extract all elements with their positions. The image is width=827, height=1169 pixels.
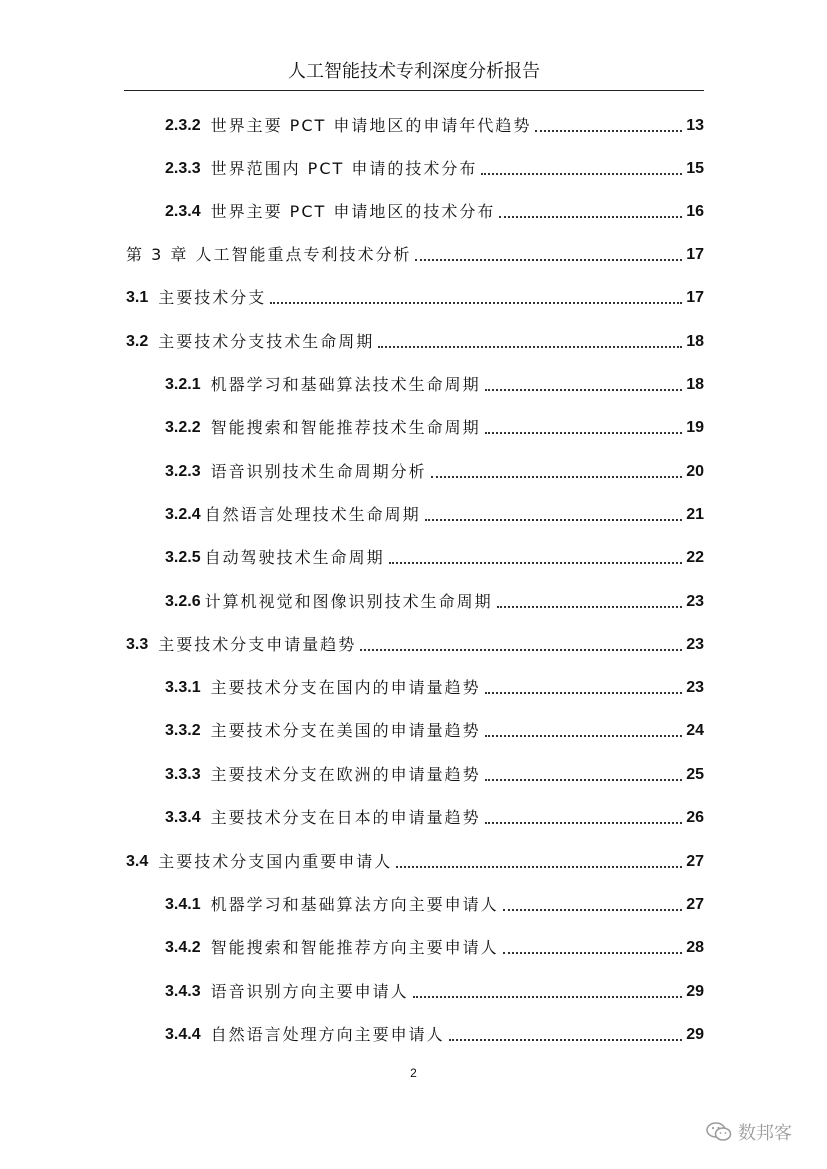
toc-dot-leader	[499, 216, 682, 218]
toc-entry-number: 3.3	[126, 636, 149, 653]
toc-dot-leader	[503, 952, 683, 954]
toc-entry-title: 世界主要 PCT 申请地区的申请年代趋势	[210, 116, 532, 135]
toc-dot-leader	[360, 649, 682, 651]
toc-entry-title: 自然语言处理方向主要申请人	[210, 1025, 445, 1044]
toc-entry-title: 主要技术分支在日本的申请量趋势	[210, 808, 481, 827]
toc-entry-3-3-1[interactable]	[165, 674, 704, 698]
toc-entry-3-4-1[interactable]	[165, 891, 704, 915]
toc-entry-title: 自然语言处理技术生命周期	[204, 505, 421, 524]
toc-entry-title: 主要技术分支在欧洲的申请量趋势	[210, 765, 481, 784]
watermark-text: 数邦客	[738, 1123, 792, 1144]
toc-entry-title: 语音识别方向主要申请人	[210, 982, 409, 1001]
toc-dot-leader	[485, 692, 683, 694]
toc-dot-leader	[449, 1039, 683, 1041]
toc-entry-number: 3.2.3	[165, 463, 201, 480]
toc-dot-leader	[535, 130, 682, 132]
toc-dot-leader	[425, 519, 683, 521]
toc-dot-leader	[415, 259, 682, 261]
toc-entry-page: 23	[686, 679, 704, 696]
toc-entry-title: 计算机视觉和图像识别技术生命周期	[204, 592, 493, 611]
toc-dot-leader	[378, 346, 682, 348]
toc-entry-title: 智能搜索和智能推荐技术生命周期	[210, 418, 481, 437]
toc-entry-2-3-4[interactable]	[165, 198, 704, 222]
toc-entry-page: 24	[686, 722, 704, 739]
toc-entry-3-2-6[interactable]	[165, 588, 704, 612]
toc-entry-title: 自动驾驶技术生命周期	[204, 548, 385, 567]
toc-entry-page: 21	[686, 506, 704, 523]
toc-entry-title: 主要技术分支在美国的申请量趋势	[210, 721, 481, 740]
toc-entry-2-3-2[interactable]	[165, 112, 704, 136]
toc-entry-page: 15	[686, 160, 704, 177]
toc-entry-title: 机器学习和基础算法方向主要申请人	[210, 895, 499, 914]
toc-entry-page: 17	[686, 246, 704, 263]
header-divider	[124, 90, 704, 91]
toc-dot-leader	[485, 389, 683, 391]
toc-entry-number: 3.3.4	[165, 809, 201, 826]
toc-entry-page: 26	[686, 809, 704, 826]
toc-entry-page: 23	[686, 636, 704, 653]
watermark	[706, 1119, 792, 1145]
toc-entry-title: 机器学习和基础算法技术生命周期	[210, 375, 481, 394]
toc-entry-title: 主要技术分支国内重要申请人	[158, 852, 393, 871]
toc-entry-3-2-3[interactable]	[165, 458, 704, 482]
toc-entry-page: 23	[686, 593, 704, 610]
toc-entry-page: 18	[686, 376, 704, 393]
toc-dot-leader	[431, 476, 683, 478]
toc-dot-leader	[481, 173, 682, 175]
toc-entry-3-2-4[interactable]	[165, 501, 704, 525]
toc-entry-3-1[interactable]	[126, 284, 704, 308]
toc-entry-number: 3.4.1	[165, 896, 201, 913]
toc-entry-page: 25	[686, 766, 704, 783]
toc-entry-2-3-3[interactable]	[165, 155, 704, 179]
page-number: 2	[410, 1066, 417, 1080]
toc-entry-page: 20	[686, 463, 704, 480]
toc-entry-page: 27	[686, 896, 704, 913]
toc-dot-leader	[396, 866, 682, 868]
toc-entry-number: 3.2.4	[165, 506, 201, 523]
toc-entry-title: 世界范围内 PCT 申请的技术分布	[210, 159, 478, 178]
toc-entry-3-2-1[interactable]	[165, 371, 704, 395]
toc-entry-number: 3.2.5	[165, 549, 201, 566]
toc-entry-3-3-2[interactable]	[165, 717, 704, 741]
toc-entry-number: 3.2.6	[165, 593, 201, 610]
toc-entry-page: 29	[686, 983, 704, 1000]
toc-entry-page: 22	[686, 549, 704, 566]
toc-entry-3-4-3[interactable]	[165, 978, 704, 1002]
toc-entry-number: 2.3.3	[165, 160, 201, 177]
toc-dot-leader	[389, 562, 683, 564]
toc-entry-3-2-5[interactable]	[165, 544, 704, 568]
toc-dot-leader	[485, 432, 683, 434]
toc-entry-title: 主要技术分支技术生命周期	[158, 332, 375, 351]
toc-entry-number: 3.2	[126, 333, 149, 350]
toc-entry-3-3-4[interactable]	[165, 804, 704, 828]
toc-entry-title: 智能搜索和智能推荐方向主要申请人	[210, 938, 499, 957]
toc-entry-title: 主要技术分支	[158, 288, 267, 307]
toc-dot-leader	[503, 909, 683, 911]
toc-entry-number: 3.4.4	[165, 1026, 201, 1043]
toc-entry-number: 3.4	[126, 853, 149, 870]
toc-entry-3-2[interactable]	[126, 328, 704, 352]
toc-dot-leader	[270, 302, 682, 304]
wechat-icon	[706, 1121, 732, 1143]
toc-entry-page: 18	[686, 333, 704, 350]
toc-dot-leader	[485, 822, 683, 824]
toc-entry-number: 3.4.2	[165, 939, 201, 956]
toc-entry-number: 3.3.3	[165, 766, 201, 783]
toc-entry-number: 3.2.1	[165, 376, 201, 393]
toc-entry-number: 3.2.2	[165, 419, 201, 436]
toc-entry-title: 第 3 章 人工智能重点专利技术分析	[126, 245, 412, 264]
toc-dot-leader	[413, 996, 683, 998]
toc-entry-number: 3.3.2	[165, 722, 201, 739]
toc-entry-title: 主要技术分支在国内的申请量趋势	[210, 678, 481, 697]
toc-entry-page: 27	[686, 853, 704, 870]
toc-entry-title: 语音识别技术生命周期分析	[210, 462, 427, 481]
toc-entry-title: 世界主要 PCT 申请地区的技术分布	[210, 202, 496, 221]
toc-entry-chapter-3[interactable]	[126, 241, 704, 265]
toc-entry-3-3-3[interactable]	[165, 761, 704, 785]
toc-entry-page: 16	[686, 203, 704, 220]
toc-entry-3-2-2[interactable]	[165, 414, 704, 438]
toc-entry-number: 3.4.3	[165, 983, 201, 1000]
toc-entry-page: 29	[686, 1026, 704, 1043]
toc-entry-number: 2.3.2	[165, 117, 201, 134]
toc-entry-page: 28	[686, 939, 704, 956]
toc-entry-3-4-4[interactable]	[165, 1021, 704, 1045]
toc-entry-page: 17	[686, 289, 704, 306]
toc-dot-leader	[485, 735, 683, 737]
toc-entry-number: 3.1	[126, 289, 149, 306]
toc-entry-title: 主要技术分支申请量趋势	[158, 635, 357, 654]
toc-entry-3-4[interactable]	[126, 848, 704, 872]
page-header-title: 人工智能技术专利深度分析报告	[288, 61, 540, 82]
toc-entry-3-4-2[interactable]	[165, 934, 704, 958]
toc-entry-page: 13	[686, 117, 704, 134]
toc-entry-number: 3.3.1	[165, 679, 201, 696]
toc-dot-leader	[485, 779, 683, 781]
toc-entry-page: 19	[686, 419, 704, 436]
toc-entry-number: 2.3.4	[165, 203, 201, 220]
toc-dot-leader	[497, 606, 683, 608]
toc-entry-3-3[interactable]	[126, 631, 704, 655]
